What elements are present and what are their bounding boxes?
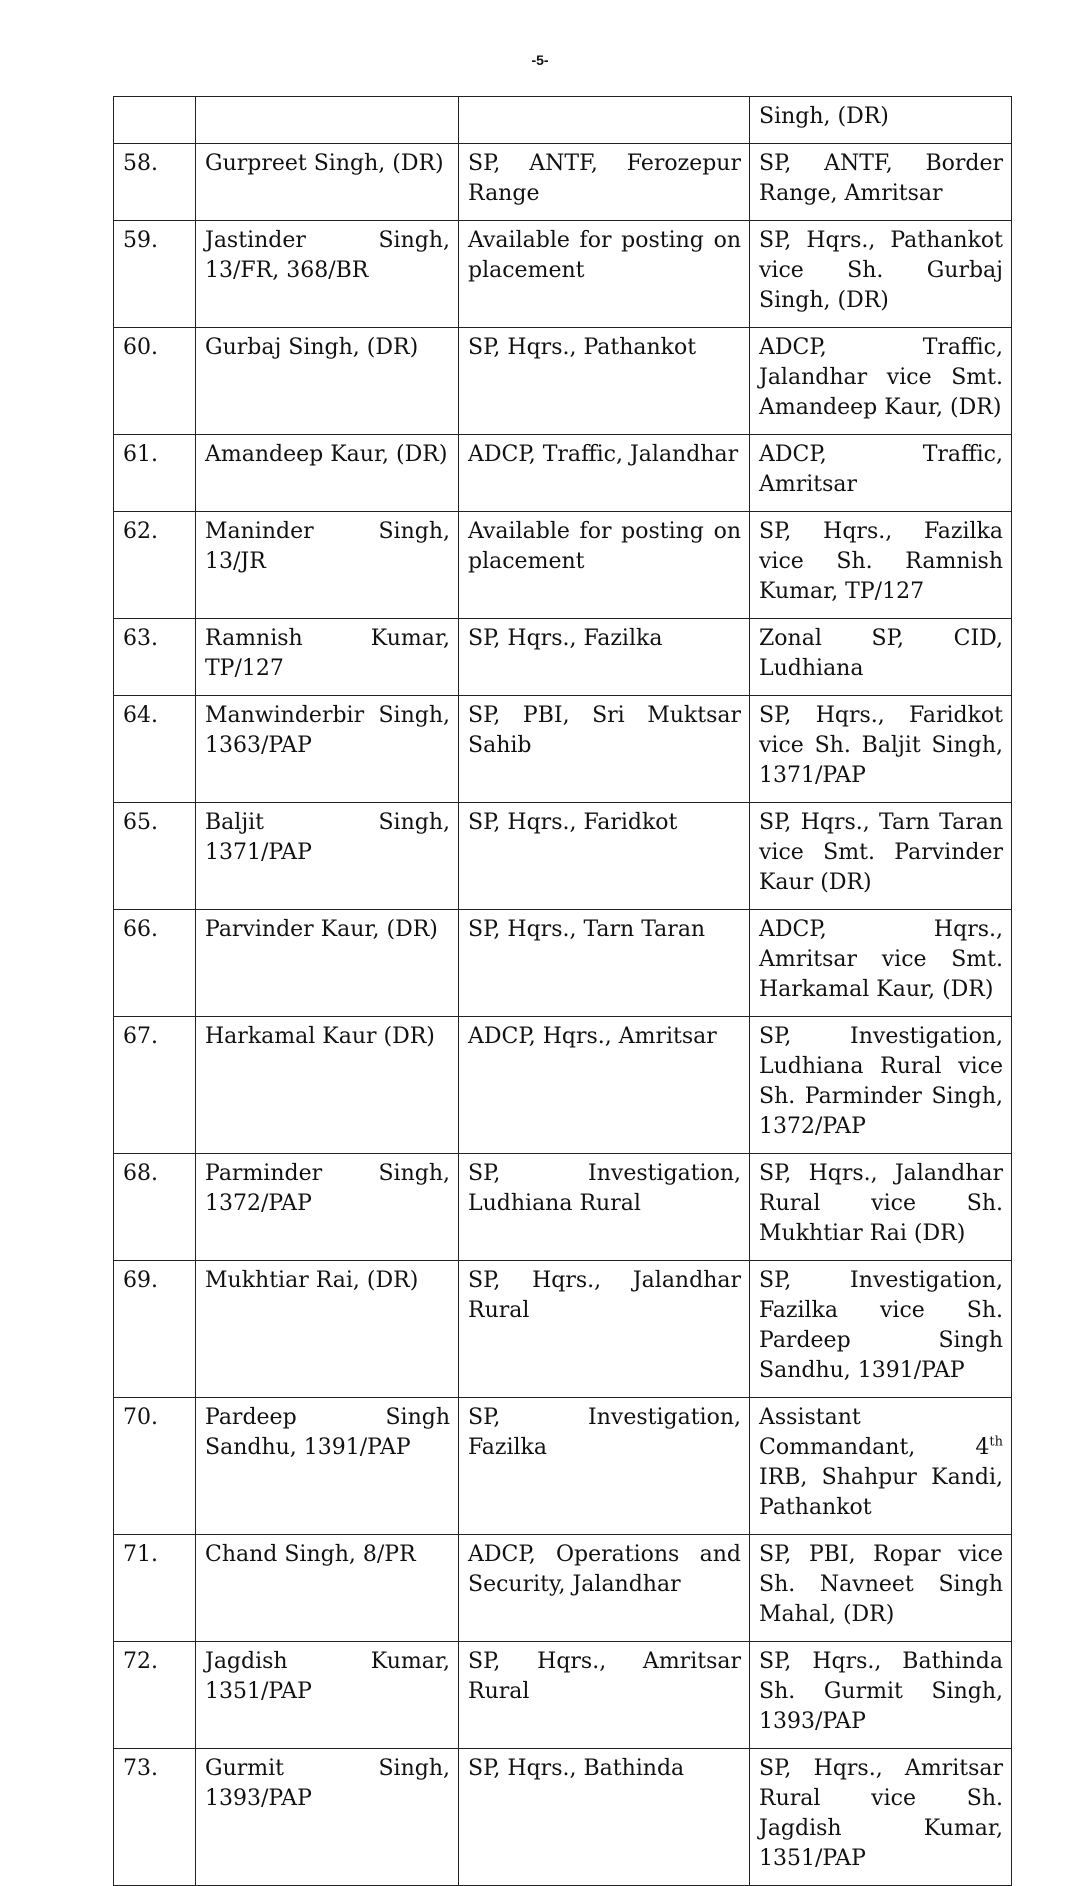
officer-name-cell: Gurpreet Singh, (DR) [196,144,459,221]
serial-number-cell: 61. [114,435,196,512]
posting-table [113,96,1012,1886]
new-posting-cell: Singh, (DR) [750,97,1012,144]
new-posting-cell: SP, Investigation, Fazilka vice Sh. Pardeep Singh Sandhu, 1391/PAP [750,1261,1012,1398]
serial-number-cell: 62. [114,512,196,619]
present-posting-cell: SP, Hqrs., Fazilka [459,619,750,696]
officer-name-cell: Jagdish Kumar, 1351/PAP [196,1642,459,1749]
officer-name-cell: Manwinderbir Singh, 1363/PAP [196,696,459,803]
serial-number-cell: 69. [114,1261,196,1398]
page-number: -5- [531,52,549,68]
table-row [114,696,1012,803]
present-posting-cell: SP, Hqrs., Tarn Taran [459,910,750,1017]
serial-number-cell: 68. [114,1154,196,1261]
table-row [114,803,1012,910]
new-posting-cell: SP, Hqrs., Faridkot vice Sh. Baljit Singh, 1371/PAP [750,696,1012,803]
table-row [114,1154,1012,1261]
officer-name-cell: Ramnish Kumar, TP/127 [196,619,459,696]
new-posting-cell: SP, Hqrs., Bathinda Sh. Gurmit Singh, 1393/PAP [750,1642,1012,1749]
present-posting-cell: SP, Hqrs., Faridkot [459,803,750,910]
new-posting-text: Assistant Commandant, 4 [759,1405,990,1460]
serial-number-cell: 66. [114,910,196,1017]
present-posting-cell: SP, Investigation, Fazilka [459,1398,750,1535]
new-posting-cell: SP, Hqrs., Fazilka vice Sh. Ramnish Kumar, TP/127 [750,512,1012,619]
present-posting-cell: SP, PBI, Sri Muktsar Sahib [459,696,750,803]
new-posting-cell: SP, Hqrs., Pathankot vice Sh. Gurbaj Singh, (DR) [750,221,1012,328]
serial-number-cell: 67. [114,1017,196,1154]
table-row [114,97,1012,144]
ordinal-suffix: th [989,1434,1003,1450]
table-row [114,1017,1012,1154]
officer-name-cell: Chand Singh, 8/PR [196,1535,459,1642]
officer-name-cell: Amandeep Kaur, (DR) [196,435,459,512]
table-row [114,1398,1012,1535]
serial-number-cell: 72. [114,1642,196,1749]
table-row [114,144,1012,221]
serial-number-cell [114,97,196,144]
present-posting-cell: Available for posting on placement [459,221,750,328]
officer-name-cell: Pardeep Singh Sandhu, 1391/PAP [196,1398,459,1535]
table-row [114,1642,1012,1749]
present-posting-cell: ADCP, Operations and Security, Jalandhar [459,1535,750,1642]
present-posting-cell: SP, Investigation, Ludhiana Rural [459,1154,750,1261]
officer-name-cell: Mukhtiar Rai, (DR) [196,1261,459,1398]
new-posting-cell: SP, Hqrs., Jalandhar Rural vice Sh. Mukhtiar Rai (DR) [750,1154,1012,1261]
serial-number-cell: 58. [114,144,196,221]
present-posting-cell: SP, Hqrs., Pathankot [459,328,750,435]
serial-number-cell: 70. [114,1398,196,1535]
serial-number-cell: 60. [114,328,196,435]
table-row [114,1535,1012,1642]
officer-name-cell: Parvinder Kaur, (DR) [196,910,459,1017]
present-posting-cell: ADCP, Hqrs., Amritsar [459,1017,750,1154]
new-posting-cell: ADCP, Hqrs., Amritsar vice Smt. Harkamal Kaur, (DR) [750,910,1012,1017]
present-posting-cell: SP, Hqrs., Jalandhar Rural [459,1261,750,1398]
present-posting-cell: SP, ANTF, Ferozepur Range [459,144,750,221]
present-posting-cell: SP, Hqrs., Bathinda [459,1749,750,1886]
new-posting-cell: SP, Hqrs., Amritsar Rural vice Sh. Jagdish Kumar, 1351/PAP [750,1749,1012,1886]
serial-number-cell: 73. [114,1749,196,1886]
present-posting-cell: ADCP, Traffic, Jalandhar [459,435,750,512]
new-posting-cell [750,1398,1012,1535]
table-row [114,1749,1012,1886]
new-posting-cell: Zonal SP, CID, Ludhiana [750,619,1012,696]
officer-name-cell: Parminder Singh, 1372/PAP [196,1154,459,1261]
table-row [114,910,1012,1017]
table-row [114,1261,1012,1398]
present-posting-cell [459,97,750,144]
serial-number-cell: 64. [114,696,196,803]
serial-number-cell: 65. [114,803,196,910]
officer-name-cell: Gurbaj Singh, (DR) [196,328,459,435]
table-row [114,435,1012,512]
new-posting-cell: SP, Hqrs., Tarn Taran vice Smt. Parvinder Kaur (DR) [750,803,1012,910]
new-posting-cell: ADCP, Traffic, Amritsar [750,435,1012,512]
present-posting-cell: Available for posting on placement [459,512,750,619]
present-posting-cell: SP, Hqrs., Amritsar Rural [459,1642,750,1749]
serial-number-cell: 59. [114,221,196,328]
serial-number-cell: 71. [114,1535,196,1642]
new-posting-text: IRB, Shahpur Kandi, Pathankot [759,1465,1003,1520]
officer-name-cell: Maninder Singh, 13/JR [196,512,459,619]
officer-name-cell: Harkamal Kaur (DR) [196,1017,459,1154]
new-posting-cell: ADCP, Traffic, Jalandhar vice Smt. Amandeep Kaur, (DR) [750,328,1012,435]
officer-name-cell [196,97,459,144]
new-posting-cell: SP, PBI, Ropar vice Sh. Navneet Singh Mahal, (DR) [750,1535,1012,1642]
table-row [114,221,1012,328]
officer-name-cell: Gurmit Singh, 1393/PAP [196,1749,459,1886]
table-row [114,328,1012,435]
officer-name-cell: Jastinder Singh, 13/FR, 368/BR [196,221,459,328]
serial-number-cell: 63. [114,619,196,696]
new-posting-cell: SP, ANTF, Border Range, Amritsar [750,144,1012,221]
table-row [114,619,1012,696]
table-row [114,512,1012,619]
new-posting-cell: SP, Investigation, Ludhiana Rural vice Sh. Parminder Singh, 1372/PAP [750,1017,1012,1154]
officer-name-cell: Baljit Singh, 1371/PAP [196,803,459,910]
